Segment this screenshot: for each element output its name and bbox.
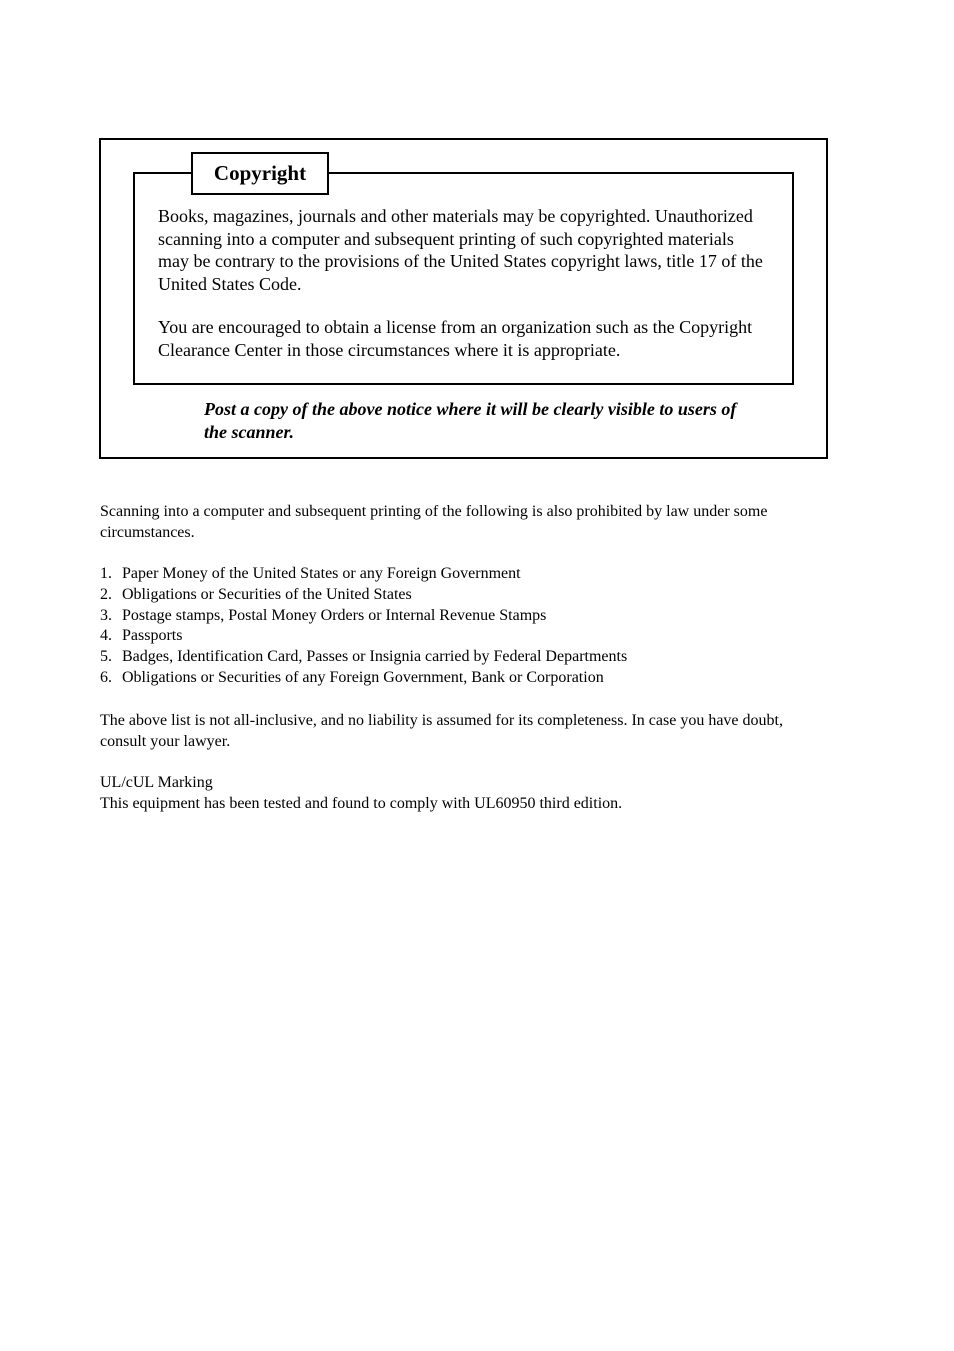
list-item-text: Badges, Identification Card, Passes or Insignia carried by Federal Departments xyxy=(122,648,628,666)
list-item-text: Obligations or Securities of any Foreign Government, Bank or Corporation xyxy=(122,668,604,686)
prohibited-items-list xyxy=(100,564,627,689)
ul-marking-text: This equipment has been tested and found to comply with UL60950 third edition. xyxy=(100,795,623,812)
list-item-number: 1. xyxy=(100,565,112,582)
copyright-title: Copyright xyxy=(191,152,329,195)
list-item xyxy=(100,606,627,627)
list-item-text: Obligations or Securities of the United States xyxy=(122,585,412,603)
list-item-number: 5. xyxy=(100,648,112,666)
copyright-paragraph-2: You are encouraged to obtain a license from an organization such as the Copyright Clearance Center in those circumstances where it is appropriate. xyxy=(158,317,753,360)
post-notice-text: Post a copy of the above notice where it will be clearly visible to users of the scanner. xyxy=(204,399,737,442)
list-item-number: 6. xyxy=(100,668,112,686)
list-item xyxy=(100,564,627,585)
disclaimer-text: The above list is not all-inclusive, and no liability is assumed for its completeness. In case you have doubt, consult your lawyer. xyxy=(100,712,783,750)
list-item-number: 3. xyxy=(100,606,112,624)
list-item-text: Postage stamps, Postal Money Orders or Internal Revenue Stamps xyxy=(122,606,547,624)
copyright-paragraph-1: Books, magazines, journals and other materials may be copyrighted. Unauthorized scanning into a computer and subsequent printing of such copyrighted materials may be contrary to the provisions of the United States copyright laws, title 17 of the United States Code. xyxy=(158,206,763,294)
list-item-text: Paper Money of the United States or any Foreign Government xyxy=(122,565,521,582)
prohibited-intro: Scanning into a computer and subsequent printing of the following is also prohibited by law under some circumstances. xyxy=(100,503,768,541)
list-item xyxy=(100,585,627,606)
ul-marking-heading: UL/cUL Marking xyxy=(100,774,213,791)
list-item-number: 2. xyxy=(100,585,112,603)
list-item xyxy=(100,647,627,668)
list-item-text: Passports xyxy=(122,627,183,645)
list-item-number: 4. xyxy=(100,627,112,645)
list-item xyxy=(100,626,627,647)
list-item xyxy=(100,668,627,689)
